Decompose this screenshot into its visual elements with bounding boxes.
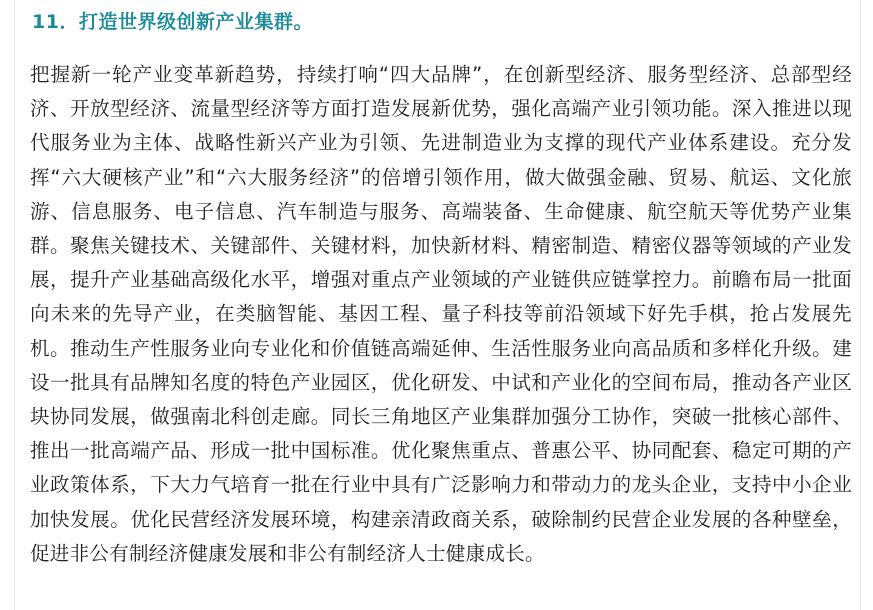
section-paragraph: 把握新一轮产业变革新趋势，持续打响“四大品牌”，在创新型经济、服务型经济、总部型经济、开放型经济、流量型经济等方面打造发展新优势，强化高端产业引领功能。深入推进以现代服务业为主体、战略性新兴产业为引领、先进制造业为支撑的现代产业体系建设。充分发挥“六大硬核产业”和“六大服务经济”的倍增引领作用，做大做强金融、贸易、航运、文化旅游、信息服务、电子信息、汽车制造与服务、高端装备、生命健康、航空航天等优势产业集群。聚焦关键技术、关键部件、关键材料，加快新材料、精密制造、精密仪器等领域的产业发展，提升产业基础高级化水平，增强对重点产业领域的产业链供应链掌控力。前瞻布局一批面向未来的先导产业，在类脑智能、基因工程、量子科技等前沿领域下好先手棋，抢占发展先机。推动生产性服务业向专业化和价值链高端延伸、生活性服务业向高品质和多样化升级。建设一批具有品牌知名度的特色产业园区，优化研发、中试和产业化的空间布局，推动各产业区块协同发展，做强南北科创走廊。同长三角地区产业集群加强分工协作，突破一批核心部件、推出一批高端产品、形成一批中国标准。优化聚焦重点、普惠公平、协同配套、稳定可期的产业政策体系，下大力气培育一批在行业中具有广泛影响力和带动力的龙头企业，支持中小企业加快发展。优化民营经济发展环境，构建亲清政商关系，破除制约民营企业发展的各种壁垒，促进非公有制经济健康发展和非公有制经济人士健康成长。: [30, 63, 852, 565]
left-border: [14, 0, 15, 610]
right-border: [860, 0, 861, 610]
section-heading: 11．打造世界级创新产业集群。: [32, 11, 313, 33]
